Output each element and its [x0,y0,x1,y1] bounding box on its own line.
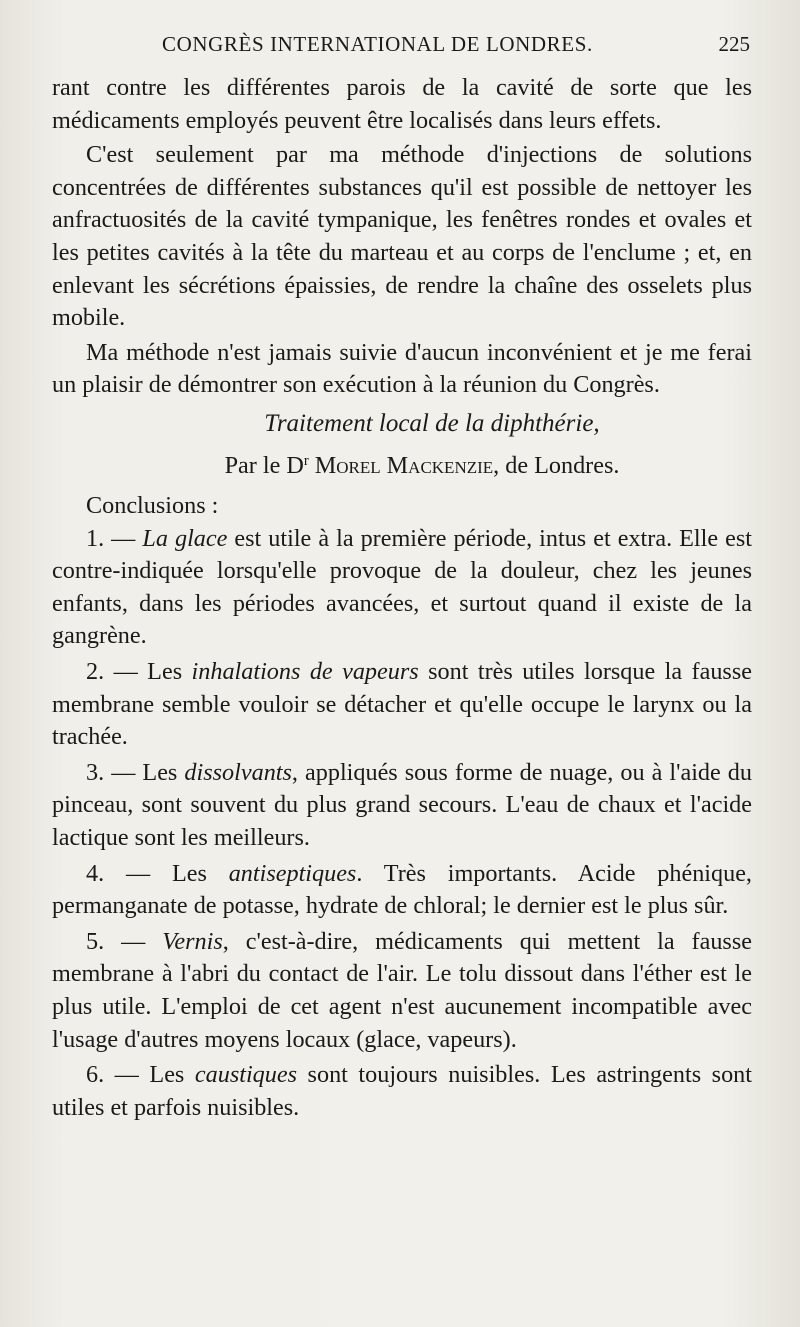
conclusion-item-6 [52,1059,752,1124]
paragraph-demonstration: Ma méthode n'est jamais suivie d'aucun inconvénient et je me ferai un plaisir de démontrer son exécution à la réunion du Congrès. [52,338,752,399]
item-text: . Très importants. Acide phénique, permanganate de potasse, hydrate de chloral; le dernier est le plus sûr. [52,859,752,920]
text-block [52,72,752,1127]
paragraph-method: C'est seulement par ma méthode d'injections de solutions concentrées de différentes substances qu'il est possible de nettoyer les anfractuosités de la cavité tympanique, les fenêtres rondes et ovales et les petites cavités à la tête du marteau et au corps de l'enclume ; et, en enlevant les sécrétions épaissies, de rendre la chaîne des osselets plus mobile. [52,141,752,332]
item-text: sont toujours nuisibles. Les astringents sont utiles et parfois nuisibles. [52,1061,752,1121]
paragraph-continuation: rant contre les différentes parois de la cavité de sorte que les médicaments employés peuvent être localisés dans leurs effets. [52,74,752,134]
conclusion-item-1 [52,523,752,653]
conclusion-item-5 [52,926,752,1056]
item-number: 6. — Les [86,1061,195,1089]
item-text: , c'est-à-dire, médicaments qui mettent la fausse membrane à l'abri du contact de l'air. Le tolu dissout dans l'éther est le plus utile. L'emploi de cet agent n'est aucunement incompatible avec l'usage d'autres moyens locaux (glace, vapeurs). [52,927,752,1053]
section-title: Traitement local de la diphthérie, [264,409,600,437]
item-term: La glace [142,524,228,552]
item-number: 4. — Les [86,859,229,887]
item-term: dissolvants [184,758,292,786]
item-term: inhalations de vapeurs [191,658,419,686]
byline-prefix: Par le D [224,451,304,479]
author-name: Morel Mackenzie [314,451,494,479]
byline-sup: r [303,452,309,469]
byline [52,445,752,483]
item-text: , appliqués sous forme de nuage, ou à l'aide du pinceau, sont souvent du plus grand secours. L'eau de chaux et l'acide lactique sont les meilleurs. [52,758,752,852]
item-term: Vernis [162,927,223,955]
page-header [52,30,752,66]
conclusion-item-2 [52,656,752,754]
conclusions-label: Conclusions : [86,492,219,520]
item-number: 2. — Les [86,658,192,686]
running-head: CONGRÈS INTERNATIONAL DE LONDRES. [162,32,593,56]
byline-suffix: , de Londres. [493,451,620,479]
item-text: est utile à la première période, intus et extra. Elle est contre-indiquée lorsqu'elle provoque de la douleur, chez les jeunes enfants, dans les périodes avancées, et surtout quand il existe de la gangrène. [52,524,752,650]
item-term: antiseptiques [228,859,357,887]
item-term: caustiques [194,1061,298,1089]
item-number: 3. — Les [86,758,185,786]
page-number: 225 [718,32,750,56]
conclusion-item-3 [52,757,752,855]
item-number: 1. — [86,524,143,552]
item-text: sont très utiles lorsque la fausse membrane semble vouloir se détacher et qu'elle occupe le larynx ou la trachée. [52,658,752,751]
conclusion-item-4 [52,858,752,923]
item-number: 5. — [86,927,163,955]
